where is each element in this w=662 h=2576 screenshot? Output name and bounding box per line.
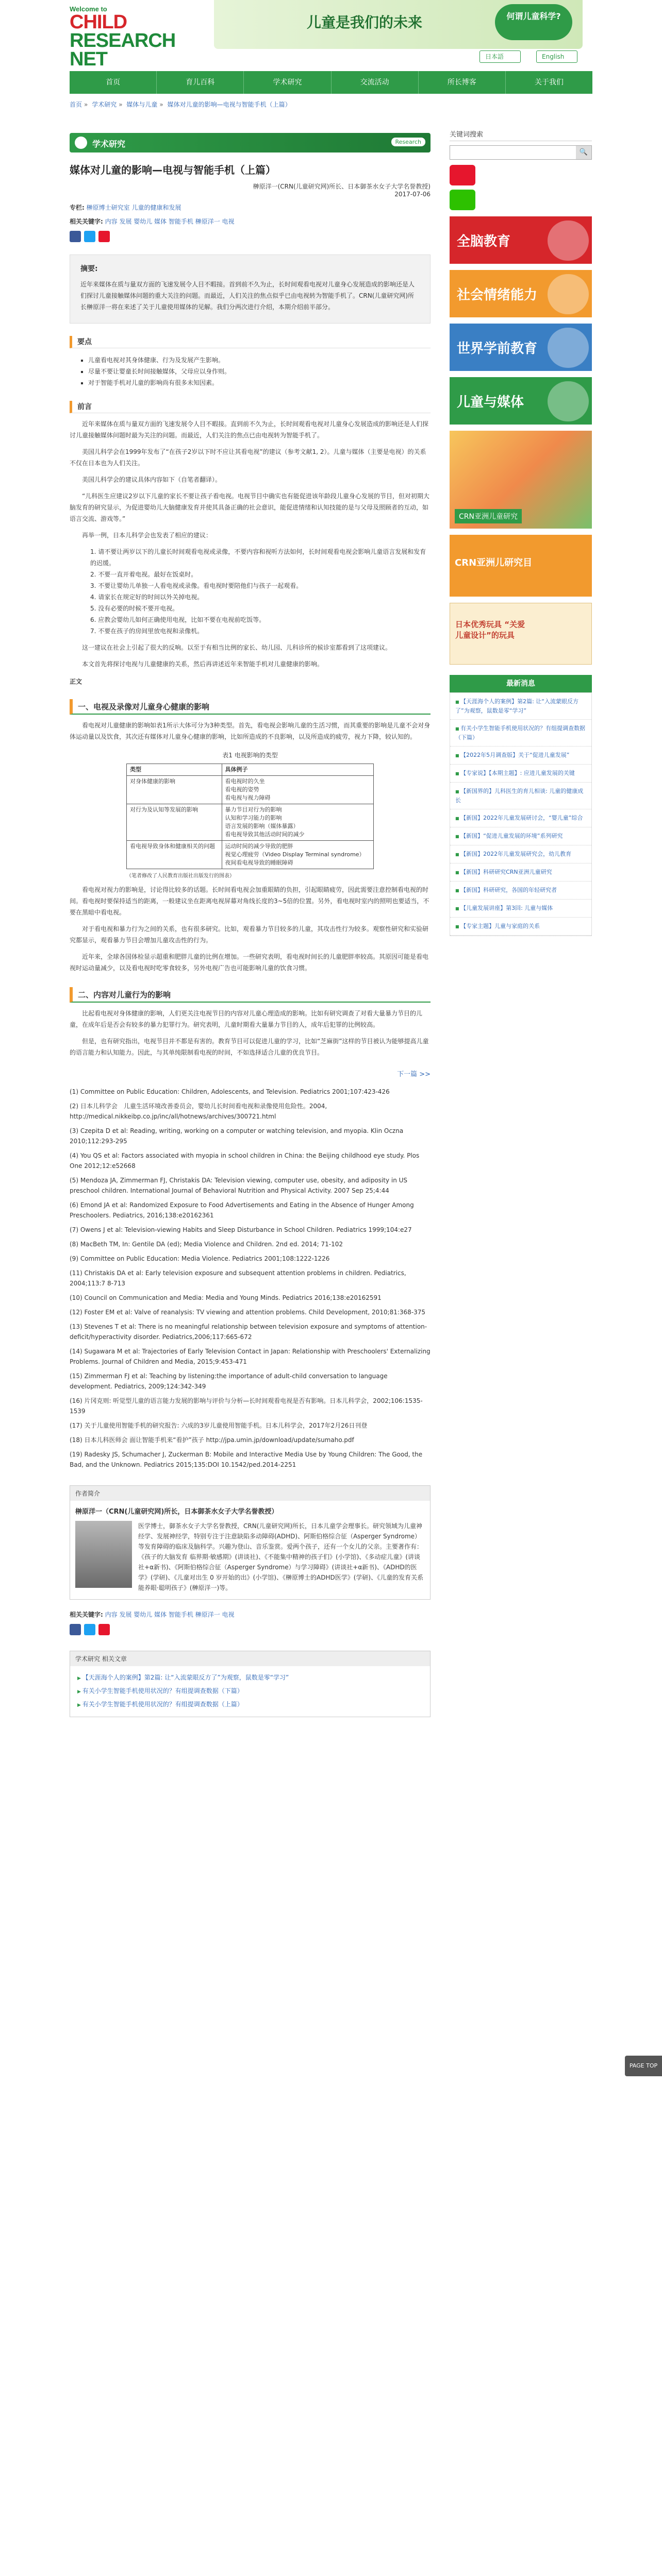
reference-item: (7) Owens J et al: Television-viewing Habits and Sleep Disturbance in School Children. Pediatrics 1999;104:e27 — [70, 1226, 412, 1233]
reference-item: (15) Zimmerman FJ et al: Teaching by listening:the importance of adult-child conversation to language development. Pediatrics, 2009;124:342-349 — [70, 1372, 388, 1390]
news-item[interactable]: ■ 【新国】2022年儿童发展研讨会，“婴儿童”综合 — [450, 809, 591, 827]
abstract-text: 近年来媒体在质与量双方面的飞速发展令人目不暇接。首到前不久为止，长时间观看电视对儿童身心发展造成的影响还是人们探讨儿童接触媒体问题的重大关注的问题。而最近，人们关注的焦点似乎已由电视转为智能手机了。CRN(儿童研究网)所长榊原洋一将在来述了关于儿童使用媒体的见解。我们分两次进行介绍，本期介绍前半部分。 — [80, 281, 415, 311]
reference-item: (1) Committee on Public Education: Children, Adolescents, and Television. Pediatrics 2001;107:423-426 — [70, 1088, 390, 1095]
breadcrumb: 首页 » 学术研究 » 媒体与儿童 » 媒体对儿童的影响—电视与智能手机（上篇） — [70, 101, 291, 108]
main-nav — [70, 71, 592, 94]
section2-heading: 二、内容对儿童行为的影响 — [70, 987, 431, 1003]
crn-asia-research-image[interactable]: CRN亚洲儿童研究 — [450, 431, 592, 529]
news-item[interactable]: ■ 【专家主题】儿童与家庭的关系 — [450, 918, 591, 936]
table-row: 对行为及认知等发展的影响 暴力节目对行为的影响 认知和学习能力的影响 语言发展的影响（媒体暴露） 看电视导致其他活动时间的减少 — [127, 804, 374, 841]
reference-item: (16) 片冈克则: 听觉型儿童的语言能力发展的影响与评价与分析—长时间观看电视是否有影响。日本儿科学会，2002;106:1535-1539 — [70, 1397, 423, 1415]
search-box — [450, 145, 592, 160]
nav-parenting[interactable]: 育儿百科 — [157, 71, 244, 94]
body-paragraph: 比起看电视对身体健康的影响，人们更关注电视节目的内容对儿童心理造成的影响。比如有研究调查了对看大量暴力节目的儿童，在成年后是否会有较多的暴力犯罪行为。研究表明，儿童时期看大量暴力节目的人，成年后犯罪的比例较高。 — [70, 1010, 423, 1028]
intro-heading: 前言 — [70, 401, 431, 413]
reference-item: (5) Mendoza JA, Zimmerman FJ, Christakis DA: Television viewing, computer use, obesity, and adiposity in US preschool children. International Journal of Behavioral Nutrition and Physical Activity. 2007 Sep 25;4:44 — [70, 1177, 408, 1194]
japan-toy-image[interactable]: 日本优秀玩具 “关爱儿童设计”的玩具 — [450, 603, 592, 665]
reference-item: (11) Christakis DA et al: Early television exposure and subsequent attention problems in children. Pediatrics, 2004;113:7 8-713 — [70, 1269, 406, 1287]
related-articles-label: 学术研究 相关文章 — [70, 1651, 430, 1666]
list-item: 6. 应教会婴幼儿如何正确使用电视，比如不要在电视前吃饭等。 — [90, 616, 266, 623]
list-item: 5. 没有必要的时候不要开电视。 — [90, 605, 179, 612]
related-articles — [70, 1651, 431, 1717]
nav-blog[interactable]: 所长博客 — [419, 71, 506, 94]
body-paragraph: 近年来，全球各国体检显示超重和肥胖儿童的比例在增加。一些研究表明，看电视时间长的儿童肥胖率较高。其原因可能是看电视时运动量减少，以及看电视时吃零食较多，另外电视广告也可能影响儿童的饮食习惯。 — [70, 953, 429, 972]
twitter-icon[interactable] — [84, 231, 95, 242]
share-buttons — [70, 231, 431, 242]
breadcrumb-research[interactable]: 学术研究 — [92, 101, 117, 108]
page-top-button[interactable]: PAGE TOP — [625, 2056, 662, 2076]
table-header: 具体例子 — [222, 764, 373, 776]
article-keywords: 相关关键字: 内容 发展 婴幼儿 媒体 智能手机 榊原洋一 电视 — [70, 218, 235, 225]
social-icons — [450, 165, 592, 210]
key-points-list — [70, 354, 431, 388]
lang-japanese-button[interactable]: 日本語 — [479, 50, 521, 63]
reference-item: (18) 日本儿科医师会 面让智能手机来“看护”孩子 http://jpa.umin.jp/download/update/sumaho.pdf — [70, 1436, 354, 1444]
table-caption: 表1 电视影响的类型 — [222, 752, 278, 759]
site-header — [0, 0, 662, 70]
section-tag: Research — [391, 138, 425, 146]
breadcrumb-home[interactable]: 首页 — [70, 101, 82, 108]
weibo-icon[interactable] — [98, 1624, 110, 1635]
logo-child: CHILD — [70, 11, 127, 33]
reference-item: (6) Emond JA et al: Randomized Exposure to Food Advertisements and Eating in the Absence of Hunger Among Preschoolers. Pediatrics, 2016;138:e20162361 — [70, 1201, 414, 1219]
list-item: 3. 不要让婴幼儿单独一人看电视或录像。看电视时要陪他们与孩子一起观看。 — [90, 582, 303, 589]
body-paragraph: 但是，也有研究指出，电视节目并不都是有害的。教育节目可以促进儿童的学习，比如“芝麻街”这样的节目被认为能够提高儿童的语言能力和认知能力。因此，与其单纯限制看电视的时间，不如选择适合儿童的优良节目。 — [70, 1038, 429, 1056]
banner-whole-brain[interactable]: 全脑教育 — [450, 216, 592, 264]
share-buttons-bottom — [70, 1624, 431, 1635]
list-item: 4. 请家长在规定好的时间以外关掉电视。 — [90, 594, 204, 601]
search-icon[interactable]: 🔍 — [576, 146, 591, 159]
body-label: 正文 — [70, 678, 82, 685]
references — [70, 1087, 431, 1470]
nav-exchange[interactable]: 交流活动 — [332, 71, 419, 94]
table-row: 对身体健康的影响 看电视时的久坐 看电视的姿势 看电视与视力障碍 — [127, 776, 374, 804]
site-logo[interactable] — [70, 5, 176, 70]
body-paragraph: “儿科医生应建议2岁以下儿童的家长不要让孩子看电视。电视节目中确实也有能促进该年龄段儿童身心发展的节目，但对初期大脑发育的研究显示，为促进婴幼儿大脑健康发育并使其具备正确的社会意识，能促进情绪和认知技能的是与父母及照顾者的互动，如语言交流、游戏等。” — [70, 493, 429, 522]
nav-about[interactable]: 关于我们 — [534, 78, 564, 87]
news-item[interactable]: ■ 【专家说】【本期主题】: 应进儿童发展的关键 — [450, 765, 591, 783]
breadcrumb-current: 媒体对儿童的影响—电视与智能手机（上篇） — [167, 101, 291, 108]
related-article-link[interactable]: ▶ 【天涯海个人的案例】第2篇: 让“入流蒙眼反方了”为观察，鼠数是零“学习” — [77, 1671, 423, 1685]
related-keyword-links[interactable]: 内容 发展 婴幼儿 媒体 智能手机 榊原洋一 电视 — [105, 1611, 235, 1618]
section-title: 学术研究 — [92, 139, 126, 149]
body-paragraph: 本文首先将探讨电视与儿童健康的关系，然后再讲述近年来智能手机对儿童健康的影响。 — [82, 660, 324, 668]
body-paragraph: 再举一例，日本儿科学会也发表了相应的建议： — [82, 532, 212, 539]
breadcrumb-media[interactable]: 媒体与儿童 — [126, 101, 158, 108]
body-paragraph: 看电视对儿童健康的影响如表1所示大体可分为3种类型。首先，看电视会影响儿童的生活习惯，而其重要的影响是儿童不会对身体运动量以及饮食，其次还有媒体对儿童身心健康的影响，比如所造成的不良影响，以及所造成的疲劳，视力下降，较认知的。 — [70, 722, 431, 740]
list-item: ▪ 儿童看电视对其身体健康、行为及发展产生影响。 — [88, 354, 431, 366]
list-item: 1. 请不要让两岁以下的儿童长时间观看电视或录像，不要内容和视听方法如何，长时间观看电视会影响儿童语言发展和发育的迟缓。 — [90, 548, 426, 567]
news-item[interactable]: ■ 【新国】2022年儿童发展研究会，幼儿教育 — [450, 845, 591, 863]
reference-item: (12) Foster EM et al: Valve of reanalysis: TV viewing and attention problems. Child Development, 2010;81:368-375 — [70, 1309, 426, 1316]
section-header — [70, 133, 431, 152]
search-input[interactable] — [450, 146, 576, 159]
logo-net: NET — [70, 48, 107, 70]
lang-english-button[interactable]: English — [536, 50, 577, 63]
wechat-icon[interactable] — [450, 190, 475, 210]
abstract-label: 摘要: — [80, 265, 98, 273]
reference-item: (2) 日本儿科学会 儿童生活环境改善委员会，婴幼儿长时间看电视和录像使用危险性。2004, http://medical.nikkeibp.co.jp/inc/all/hotnews/archives/300721.html — [70, 1103, 327, 1120]
reference-item: (8) MacBeth TM, In: Gentile DA (ed); Media Violence and Children. 2nd ed. 2014; 71-102 — [70, 1241, 343, 1248]
table-note: （笔者修改了人民教育出版社出版发行的图表） — [126, 873, 235, 879]
table-header: 类型 — [127, 764, 222, 776]
table-row: 看电视导致身体和健康相关的问题 运动时间的减少导致的肥胖 视觉心理疲劳（Video Display Terminal syndrome） 夜间看电视导致的睡眠障碍 — [127, 841, 374, 869]
body-paragraph: 近年来媒体在质与量双方面的飞速发展令人目不暇接。直到前不久为止，长时间观看电视对儿童身心发展造成的影响还是人们探讨儿童接触媒体问题时最为关注的问题。而最近，人们关注的焦点已由电视转为智能手机了。 — [70, 420, 429, 439]
news-item[interactable]: ■ 【新国】科研研究CRN亚洲儿童研究 — [450, 863, 591, 882]
author-bio: 医学博士，御茶水女子大学名誉教授，CRN(儿童研究网)所长，日本儿童学会理事长。研究领域为儿童神经学、发展神经学，特别专注于注意缺陷多动障碍(ADHD)、阿斯伯格综合征（Asperger Syndrome）等发育障碍的临床及脑科学。兴趣为登山、音乐鉴赏。爱两个孩子，还有一个女儿的父亲。主要著作有：《孩子的大脑发育 临界期·敏感期》(讲谈社)、《不能集中精神的孩子们》(小学馆)、《多动症儿童》(讲谈社+α新书)、《阿斯伯格综合征（Asperger Syndrome）与学习障碍》(讲谈社+α新书)、《ADHD的医学》(学研)、《儿童对出生 0 岁开始的出》(小学馆)、《榊原博士的ADHD医学》(学研)、《儿童的发育关系 能养眼·聪明孩子》(榊原洋一)等。 — [138, 1522, 424, 1591]
reference-item: (19) Radesky JS, Schumacher J, Zuckerman B: Mobile and Interactive Media Use by Young Children: The Good, the Bad, and the Unknown. Pediatrics 2015;135:DOI 10.1542/ped.2014-2251 — [70, 1451, 423, 1468]
body-paragraph: 美国儿科学会在1999年发布了“在孩子2岁以下时不应让其看电视”的建议（参考文献1, 2）。儿童与媒体（主要是电视）的关系不仅在日本也为人们关注。 — [70, 448, 426, 467]
related-keywords: 相关关键字: 内容 发展 婴幼儿 媒体 智能手机 榊原洋一 电视 — [70, 1611, 235, 1618]
body-paragraph: 对于看电视和暴力行为之间的关系，也有很多研究。比如，观看暴力节目较多的儿童，其攻击性行为较多。观察性研究和实验研究都显示，观看暴力节目会增加儿童攻击性的行为。 — [70, 925, 429, 944]
article-column: 专栏: 榊原博士研究室 儿童的健康和发展 — [70, 204, 181, 211]
list-item: 7. 不要在孩子的房间里放电视和录像机。 — [90, 628, 204, 635]
article-title: 媒体对儿童的影响—电视与智能手机（上篇） — [70, 164, 276, 176]
key-points-heading: 要点 — [70, 336, 431, 348]
child-science-bubble[interactable]: 何谓儿童科学? — [495, 4, 572, 40]
facebook-icon[interactable] — [70, 231, 81, 242]
article-author: 榊原洋一(CRN(儿童研究网)所长、日本御茶水女子大学名誉教授) — [253, 183, 431, 190]
banner-children-media[interactable]: 儿童与媒体 — [450, 377, 592, 425]
banner-social-emotional[interactable]: 社会情绪能力 — [450, 270, 592, 317]
column-link[interactable]: 榊原博士研究室 儿童的健康和发展 — [86, 204, 181, 211]
reference-item: (9) Committee on Public Education: Media Violence. Pediatrics 2001;108:1222-1226 — [70, 1255, 330, 1262]
related-article-link[interactable]: ▶ 有关小学生智能手机使用状况的？有组提调查数据（上篇） — [77, 1698, 423, 1711]
sidebar — [450, 129, 592, 936]
news-item[interactable]: ■ 【新国】“促进儿童发展的环境”系列研究 — [450, 827, 591, 845]
abstract-box — [70, 255, 431, 324]
search-label: 关键词搜索 — [450, 129, 592, 141]
logo-welcome: Welcome to — [70, 5, 107, 13]
list-item: ▪ 对于智能手机对儿童的影响尚有很多未知因素。 — [88, 377, 431, 388]
reference-item: (3) Czepita D et al: Reading, writing, working on a computer or watching television, and myopia. Klin Oczna 2010;112:293-295 — [70, 1127, 404, 1145]
header-banner — [214, 0, 583, 49]
news-item[interactable]: ■ 【新国界的】儿科医生的育儿相谈: 儿童的健康成长 — [450, 783, 591, 809]
related-article-link[interactable]: ▶ 有关小学生智能手机使用状况的？有组提调查数据（下篇） — [77, 1685, 423, 1698]
nav-home[interactable]: 首页 — [70, 71, 157, 94]
banner-slogan: 儿童是我们的未来 — [307, 14, 423, 31]
reference-item: (4) You QS et al: Factors associated with myopia in school children in China: the Beijing childhood eye study. Plos One 2012;12:e52668 — [70, 1152, 420, 1170]
banner-world-preschool[interactable]: 世界学前教育 — [450, 324, 592, 371]
main-content — [70, 118, 431, 1717]
author-box — [70, 1485, 431, 1600]
article-date: 2017-07-06 — [394, 191, 431, 198]
keyword-links[interactable]: 内容 发展 婴幼儿 媒体 智能手机 榊原洋一 电视 — [105, 218, 235, 225]
logo-research: RESEARCH — [70, 30, 176, 52]
weibo-icon[interactable] — [98, 231, 110, 242]
weibo-icon[interactable] — [450, 165, 475, 185]
reference-item: (14) Sugawara M et al: Trajectories of Early Television Contact in Japan: Relationship with Preschoolers' Externalizing Problems. Journal of Children and Media, 2015;9:453-471 — [70, 1348, 431, 1365]
news-item[interactable]: ■ 【新国】科研研究，各国的年轻研究者 — [450, 882, 591, 900]
reference-item: (13) Stevenes T et al: There is no meaningful relationship between television exposure and symptoms of attention-deficit/hyperactivity disorder. Pediatrics,2006;117:665-672 — [70, 1323, 427, 1341]
body-paragraph: 看电视对视力的影响是，讨论得比较多的话题。长时间看电视会加重眼睛的负担，引起眼睛疲劳，因此需要注意控制看电视的时间。看电视时要保持适当的距离，一般建议坐在距离电视屏幕对角线长度的3~5倍的位置。另外，看电视时室内的照明也要适当，不要在黑暗中看电视。 — [70, 886, 429, 916]
author-box-label: 作者简介 — [70, 1486, 430, 1501]
twitter-icon[interactable] — [84, 1624, 95, 1635]
research-icon — [75, 137, 87, 149]
news-item[interactable]: ■ 有关小学生智能手机使用状况的？有组提调查数据（下篇） — [450, 720, 591, 747]
news-heading: 最新消息 — [450, 675, 592, 692]
next-page-link[interactable]: 下一篇 >> — [397, 1071, 431, 1078]
news-item[interactable]: ■ 【天涯海个人的案例】第2篇: 让“入流蒙眼反方了”为观察，鼠数是零“学习” — [450, 693, 591, 720]
list-item: 2. 不要一直开着电视。最好在饭桌时。 — [90, 571, 197, 578]
body-paragraph: 美国儿科学会的建议具体内容如下（自笔者翻译）。 — [82, 476, 222, 483]
news-item[interactable]: ■ 【2022年5月调查版】关于“促进儿童发展” — [450, 747, 591, 765]
list-item: ▪ 尽量不要让婴童长时间接触媒体，父母应以身作则。 — [88, 366, 431, 377]
section1-heading: 一、电视及录像对儿童身心健康的影响 — [70, 699, 431, 715]
author-photo — [75, 1521, 132, 1588]
news-list — [450, 692, 592, 936]
news-item[interactable]: ■ 【儿童发展讲座】第3回: 儿童与媒体 — [450, 900, 591, 918]
jp-recommendations — [70, 546, 431, 637]
reference-item: (10) Council on Communication and Media: Media and Young Minds. Pediatrics 2016;138:e20162591 — [70, 1294, 382, 1301]
facebook-icon[interactable] — [70, 1624, 81, 1635]
author-name: 榊原洋一（CRN(儿童研究网)所长，日本御茶水女子大学名誉教授） — [75, 1508, 278, 1516]
nav-research[interactable]: 学术研究 — [244, 71, 331, 94]
crn-asia-project-image[interactable]: CRN亚洲儿研究目 — [450, 535, 592, 597]
reference-item: (17) 关于儿童使用智能手机的研究报告: 六成的3岁儿童使用智能手机。日本儿科学会，2017年2月26日刊登 — [70, 1422, 368, 1429]
body-paragraph: 这一建议在社会上引起了很大的反响。以至于有相当比例的家长、幼儿园、儿科诊所的候诊室都看到了这项建议。 — [82, 644, 392, 651]
tv-effects-table — [126, 764, 374, 869]
